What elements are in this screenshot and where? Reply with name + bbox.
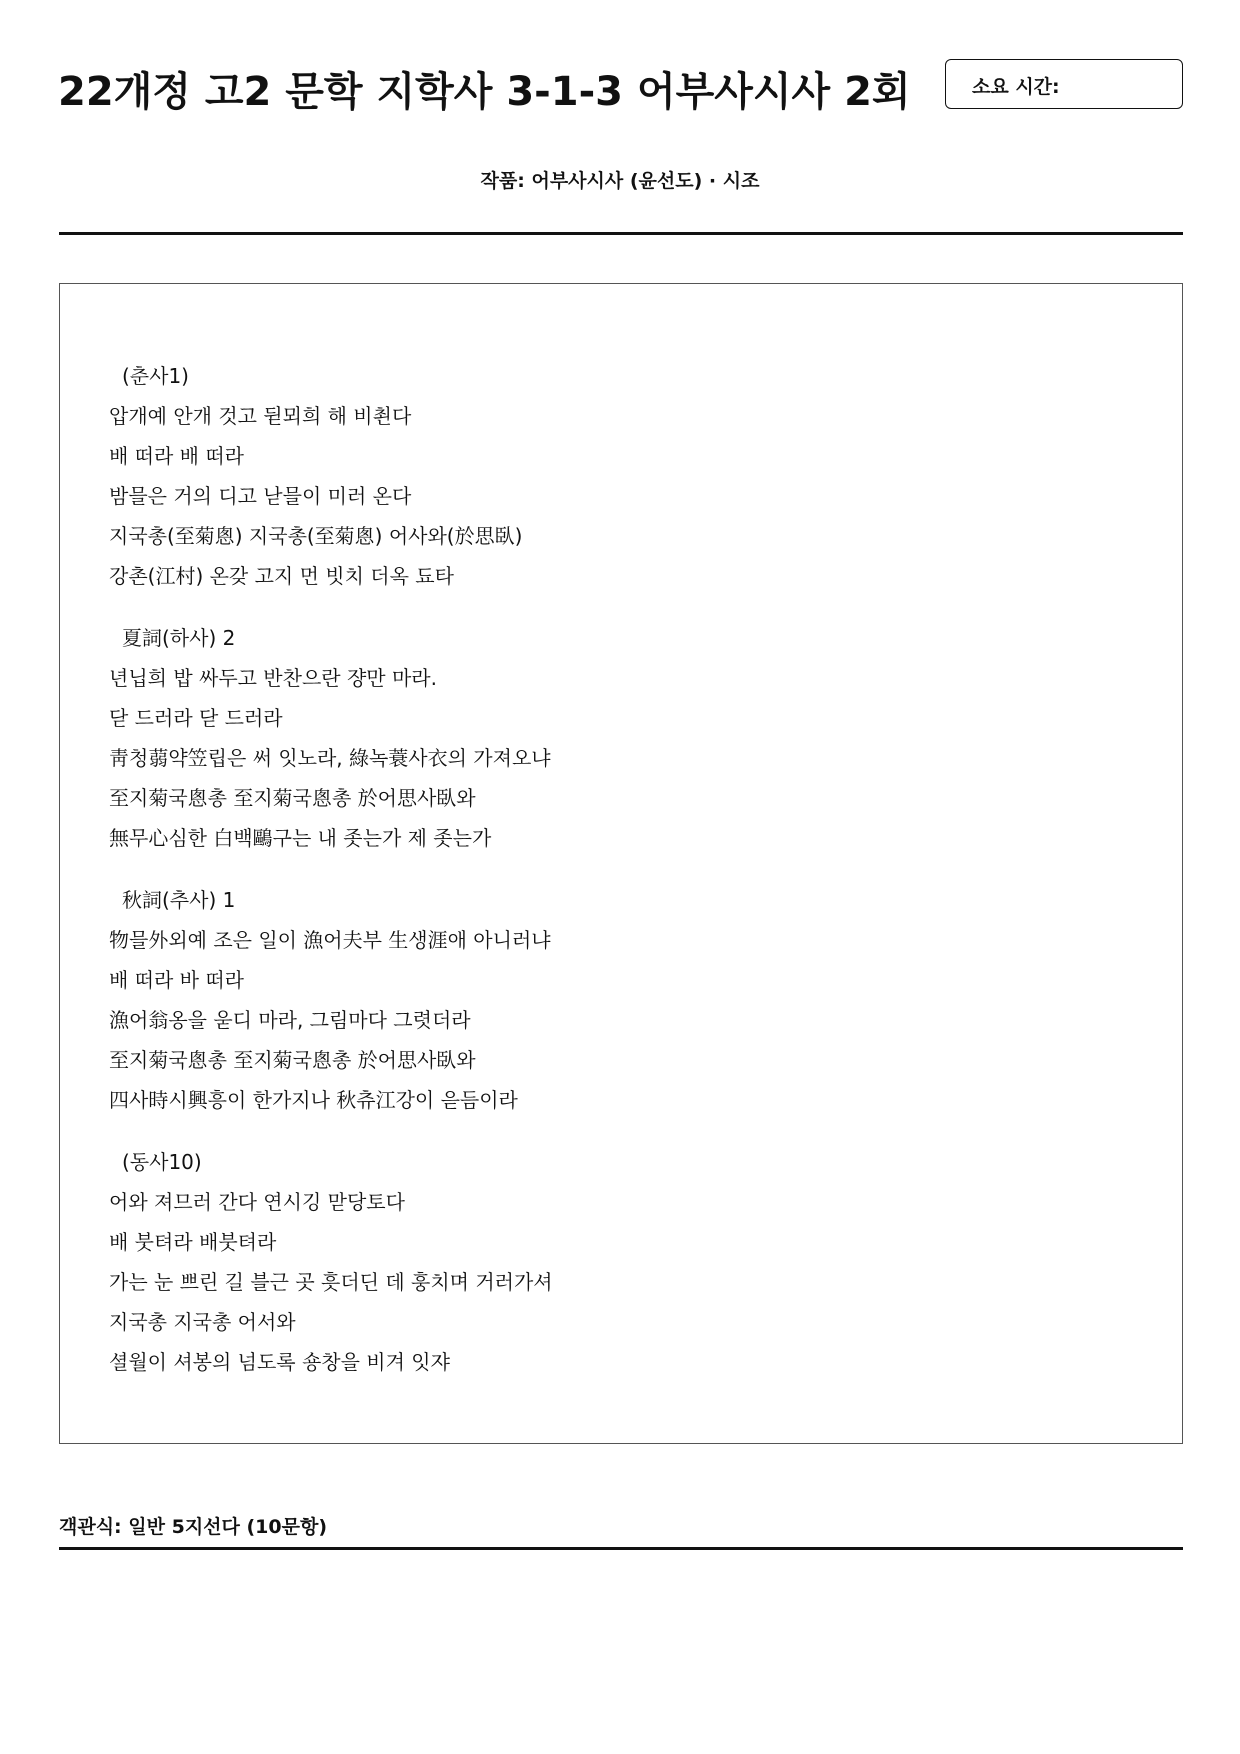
stanza-heading: 秋詞(추사) 1 — [122, 888, 236, 912]
verse-line: 셜월이 셔봉의 넘도록 숑창을 비겨 잇쟈 — [109, 1350, 450, 1374]
verse-line: 배 붓텨라 배붓텨라 — [109, 1230, 277, 1254]
stanza-spring — [109, 356, 553, 596]
stanza-autumn — [109, 880, 553, 1120]
time-spent-label: 소요 시간: — [972, 76, 1060, 98]
stanza-heading: 夏詞(하사) 2 — [122, 626, 236, 650]
verse-line: 압개예 안개 것고 뒫뫼희 해 비쵠다 — [109, 404, 412, 428]
verse-line: 四사時시興흥이 한가지나 秋츄江강이 읃듬이라 — [109, 1088, 518, 1112]
work-info: 작품: 어부사시사 (윤선도) · 시조 — [480, 170, 760, 192]
verse-line: 지국총 지국총 어서와 — [109, 1310, 296, 1334]
verse-line: 漁어翁옹을 욷디 마라, 그림마다 그렷더라 — [109, 1008, 471, 1032]
verse-line: 어와 져므러 간다 연시깅 맏당토다 — [109, 1190, 405, 1214]
stanza-summer — [109, 618, 553, 858]
verse-line: 년닙희 밥 싸두고 반찬으란 쟝만 마라. — [109, 666, 437, 690]
verse-line: 닫 드러라 닫 드러라 — [109, 706, 283, 730]
stanza-heading: (동사10) — [122, 1150, 202, 1174]
stanza-heading: (춘사1) — [122, 364, 189, 388]
header-divider — [59, 232, 1183, 235]
section-title: 객관식: 일반 5지선다 (10문항) — [59, 1516, 328, 1538]
verse-line: 至지菊국悤총 至지菊국悤총 於어思사臥와 — [109, 1048, 476, 1072]
page-title: 22개정 고2 문학 지학사 3-1-3 어부사시사 2회 — [58, 69, 911, 115]
verse-line: 無무心심한 白백鷗구는 내 좃는가 제 좃는가 — [109, 826, 492, 850]
verse-line: 밤믈은 거의 디고 낟믈이 미러 온다 — [109, 484, 412, 508]
passage-box — [59, 283, 1183, 1444]
verse-line: 物믈外외예 조은 일이 漁어夫부 生생涯애 아니러냐 — [109, 928, 551, 952]
verse-line: 배 떠라 바 떠라 — [109, 968, 244, 992]
verse-line: 靑청蒻약笠립은 써 잇노라, 綠녹蓑사衣의 가져오냐 — [109, 746, 551, 770]
verse-line: 至지菊국悤총 至지菊국悤총 於어思사臥와 — [109, 786, 476, 810]
stanza-winter — [109, 1142, 553, 1382]
passage-content — [109, 356, 553, 1404]
verse-line: 배 떠라 배 떠라 — [109, 444, 244, 468]
time-spent-box[interactable] — [945, 59, 1183, 109]
verse-line: 가는 눈 쁘린 길 블근 곳 흣더딘 데 훙치며 거러가셔 — [109, 1270, 553, 1294]
verse-line: 지국총(至菊悤) 지국총(至菊悤) 어사와(於思臥) — [109, 524, 523, 548]
section-divider — [59, 1547, 1183, 1550]
verse-line: 강촌(江村) 온갖 고지 먼 빗치 더옥 됴타 — [109, 564, 454, 588]
